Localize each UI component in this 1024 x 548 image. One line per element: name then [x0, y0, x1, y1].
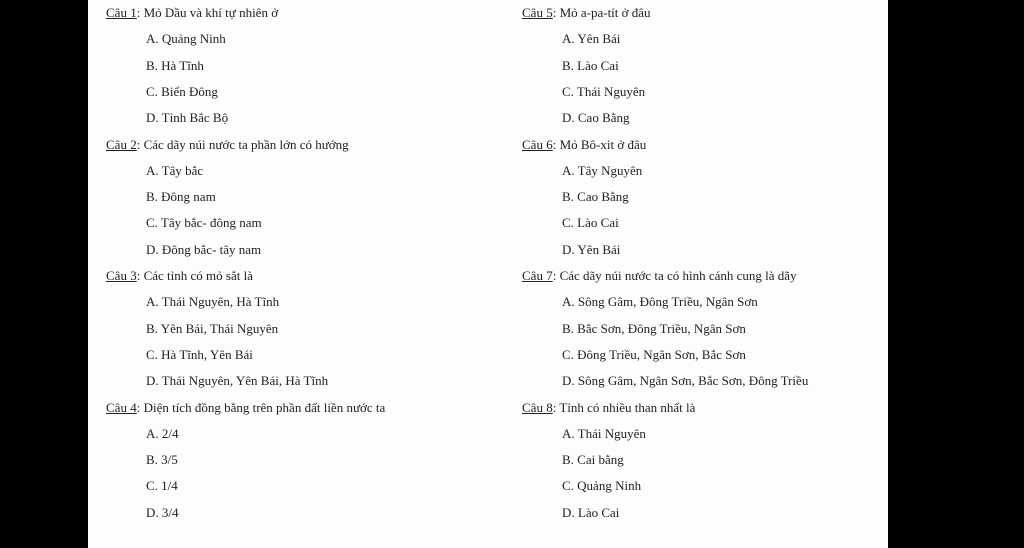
answer-option-b: B. Yên Bái, Thái Nguyên	[146, 320, 279, 336]
question-text	[522, 132, 808, 158]
answer-option-a: A. Tây Nguyên	[562, 162, 643, 178]
question-text	[106, 263, 385, 289]
question-stem: : Các dãy núi nước ta phần lớn có hướng	[136, 136, 349, 152]
question-text	[106, 0, 385, 26]
question-number: Câu 3	[106, 268, 137, 283]
answer-option-b: B. Cai bằng	[562, 452, 624, 468]
question-text	[522, 0, 808, 26]
answer-option-a: A. Quảng Ninh	[146, 31, 226, 47]
question-1	[106, 0, 385, 132]
question-stem: : Các tỉnh có mỏ sắt là	[136, 268, 253, 283]
question-stem: : Tỉnh có nhiều than nhất là	[552, 399, 696, 415]
question-4	[106, 395, 385, 527]
answer-option-d: D. Sông Gâm, Ngân Sơn, Bắc Sơn, Đông Triều	[562, 373, 809, 389]
answer-option-b: B. Bắc Sơn, Đông Triều, Ngân Sơn	[562, 320, 746, 336]
question-3	[106, 263, 385, 395]
question-stem: : Mỏ a-pa-tít ở đâu	[552, 5, 651, 20]
answer-option-a: A. Yên Bái	[562, 31, 621, 47]
answer-option-c: C. Đông Triều, Ngân Sơn, Bắc Sơn	[562, 346, 746, 362]
answer-option-a: A. 2/4	[146, 425, 179, 441]
answer-option-a: A. Thái Nguyên	[562, 425, 646, 441]
answer-option-c: C. 1/4	[146, 478, 178, 494]
answer-option-d: D. Lào Cai	[562, 504, 620, 520]
answer-option-c: C. Thái Nguyên	[562, 83, 646, 99]
question-stem: : Diện tích đồng bằng trên phần đất liền nước ta	[136, 399, 386, 415]
question-2	[106, 132, 385, 264]
question-text	[106, 132, 385, 158]
answer-option-c: C. Tây bắc- đông nam	[146, 215, 262, 231]
answer-option-b: B. Lào Cai	[562, 57, 619, 73]
question-number: Câu 4	[106, 399, 137, 415]
answer-option-d: D. Thái Nguyên, Yên Bái, Hà Tĩnh	[146, 373, 329, 389]
question-number: Câu 6	[522, 136, 553, 152]
question-8	[522, 395, 808, 527]
document-page	[88, 0, 888, 548]
answer-option-d: D. Yên Bái	[562, 241, 621, 257]
question-stem: : Mỏ Dầu và khí tự nhiên ở	[136, 5, 279, 20]
answer-option-c: C. Quảng Ninh	[562, 478, 642, 494]
answer-option-b: B. Đông nam	[146, 189, 216, 205]
question-number: Câu 5	[522, 5, 553, 20]
question-text	[522, 395, 808, 421]
answer-option-b: B. 3/5	[146, 452, 178, 468]
answer-option-a: A. Thái Nguyên, Hà Tĩnh	[146, 294, 280, 310]
question-stem: : Mỏ Bô-xit ở đâu	[552, 136, 647, 152]
question-text	[106, 395, 385, 421]
question-number: Câu 2	[106, 136, 137, 152]
answer-option-d: D. Đông bắc- tây nam	[146, 241, 262, 257]
answer-option-c: C. Hà Tĩnh, Yên Bái	[146, 346, 253, 362]
right-column	[522, 0, 808, 526]
answer-option-d: D. 3/4	[146, 504, 179, 520]
question-number: Câu 1	[106, 5, 137, 20]
question-number: Câu 8	[522, 399, 553, 415]
answer-option-c: C. Lào Cai	[562, 215, 619, 231]
question-stem: : Các dãy núi nước ta có hình cánh cung là dãy	[552, 268, 797, 283]
question-5	[522, 0, 808, 132]
question-number: Câu 7	[522, 268, 553, 283]
answer-option-d: D. Tỉnh Bắc Bộ	[146, 110, 229, 126]
answer-option-c: C. Biển Đông	[146, 83, 218, 99]
answer-option-d: D. Cao Bằng	[562, 110, 630, 126]
answer-option-a: A. Tây bắc	[146, 162, 204, 178]
answer-option-b: B. Cao Bằng	[562, 189, 629, 205]
answer-option-a: A. Sông Gâm, Đông Triều, Ngân Sơn	[562, 294, 758, 310]
left-column	[106, 0, 385, 526]
question-6	[522, 132, 808, 264]
question-7	[522, 263, 808, 395]
question-text	[522, 263, 808, 289]
answer-option-b: B. Hà Tĩnh	[146, 57, 204, 73]
